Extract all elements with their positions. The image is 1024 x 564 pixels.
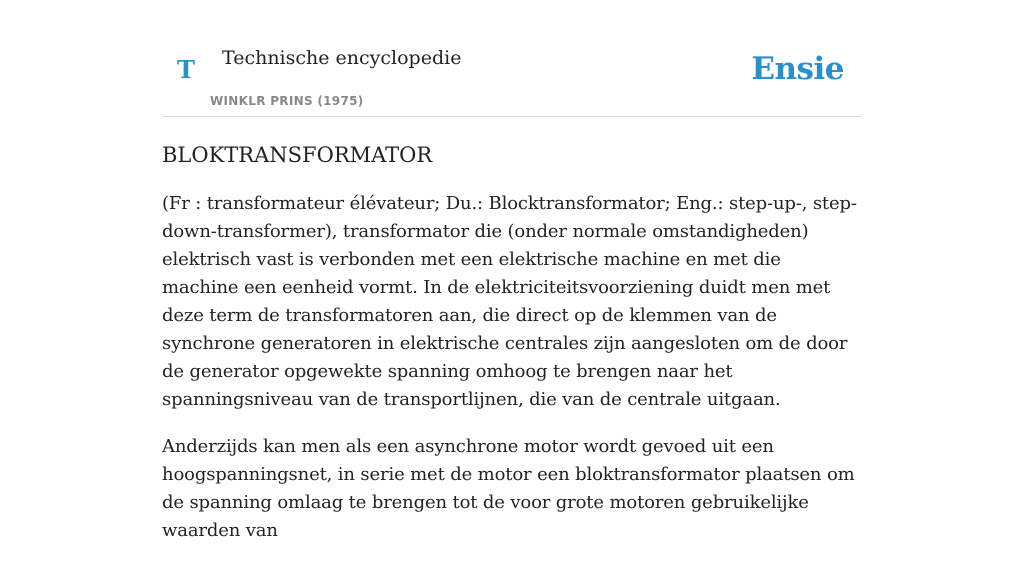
encyclopedia-letter-icon: T [177,55,195,84]
article-paragraph: Anderzijds kan men als een asynchrone motor wordt gevoed uit een hoogspanningsnet, in serie met de motor een bloktransformator plaatsen om de spanning omlaag te brengen tot de voor grote motoren gebruikelijke waarden van [162,436,855,541]
encyclopedia-header [162,0,862,117]
ensie-logo-link[interactable]: Ensie [751,51,844,87]
article-paragraph: (Fr : transformateur élévateur; Du.: Blocktransformator; Eng.: step-up-, step-down-transformer), transformator die (onder normale omstandigheden) elektrisch vast is verbonden met een elektrische machine en met die machine een eenheid vormt. In de elektriciteitsvoorziening duidt men met deze term de transformatoren aan, die direct op de klemmen van de synchrone generatoren in elektrische centrales zijn aangesloten om de door de generator opgewekte spanning omhoog te brengen naar het spanningsniveau van de transportlijnen, die van de centrale uitgaan. [162,193,857,410]
encyclopedia-title-link[interactable]: Technische encyclopedie [222,47,462,69]
encyclopedia-source: WINKLR PRINS (1975) [210,94,364,108]
entry-title: BLOKTRANSFORMATOR [162,143,433,167]
article [162,140,862,564]
